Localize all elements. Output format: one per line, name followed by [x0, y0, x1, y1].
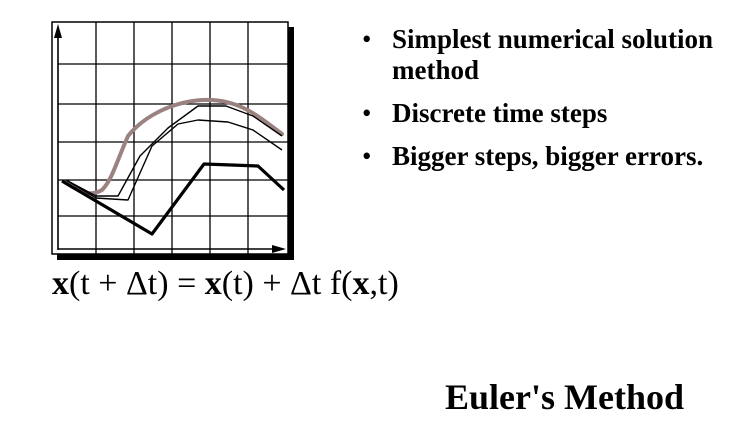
plot-frame [52, 22, 288, 254]
bullet-text: Simplest numerical solution method [392, 24, 714, 85]
formula-vector-x: x [52, 265, 69, 302]
bullet-item [362, 141, 742, 172]
euler-plot [48, 18, 298, 264]
bullet-list [362, 24, 742, 184]
bullet-symbol: • [362, 141, 372, 171]
formula-part: (t) + Δt f( [221, 265, 353, 302]
bullet-text: Bigger steps, bigger errors. [392, 141, 704, 171]
bullet-symbol: • [362, 98, 372, 128]
bullet-item [362, 98, 742, 129]
formula-part: ,t) [369, 265, 399, 302]
euler-formula [52, 264, 399, 304]
formula-part: (t + Δt) = [69, 265, 205, 302]
formula-vector-x: x [204, 265, 222, 302]
slide-title: Euler's Method [445, 377, 684, 417]
formula-vector-x: x [352, 265, 370, 302]
bullet-text: Discrete time steps [392, 98, 608, 128]
bullet-item [362, 24, 742, 86]
bullet-symbol: • [362, 24, 372, 54]
